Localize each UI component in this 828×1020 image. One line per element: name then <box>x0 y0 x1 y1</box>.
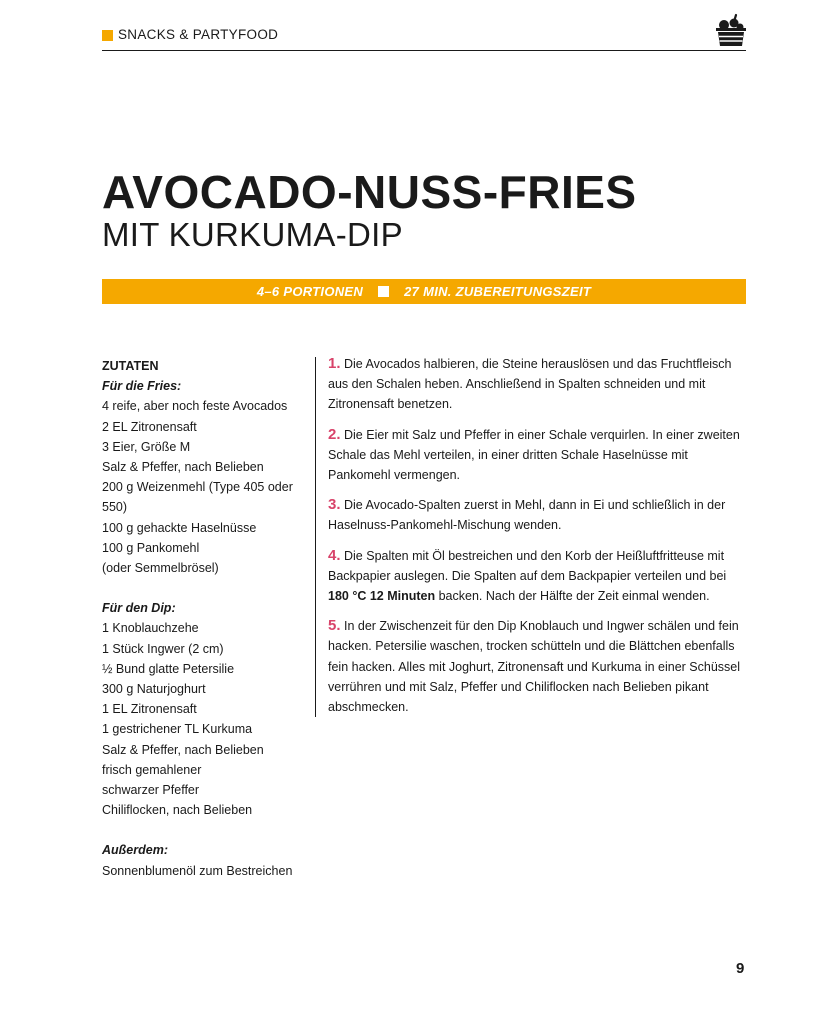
ingredient-line: 1 Stück Ingwer (2 cm) <box>102 641 224 656</box>
recipe-subtitle: MIT KURKUMA-DIP <box>102 216 403 253</box>
ingredient-line: 100 g gehackte Haselnüsse <box>102 520 257 535</box>
ingredient-line: frisch gemahlener <box>102 762 202 777</box>
step-number: 1. <box>328 355 341 372</box>
ingredient-line: Sonnenblumenöl zum Bestreichen <box>102 863 293 878</box>
ingredient-line: 200 g Weizenmehl (Type 405 oder <box>102 480 293 495</box>
separator-square-icon <box>378 286 389 297</box>
step-number: 2. <box>328 425 341 443</box>
dip-heading: Für den Dip: <box>102 601 176 616</box>
step-1 <box>328 354 748 415</box>
ingredient-line: 3 Eier, Größe M <box>102 439 191 454</box>
basket-icon <box>714 12 748 48</box>
page-header <box>102 26 746 51</box>
step-number: 4. <box>328 546 341 564</box>
ingredient-line: Chiliflocken, nach Belieben <box>102 803 253 818</box>
portions-label: 4–6 PORTIONEN <box>256 284 364 299</box>
ingredient-line: 300 g Naturjoghurt <box>102 682 206 697</box>
ingredient-line: (oder Semmelbrösel) <box>102 561 219 576</box>
step-2 <box>328 425 748 486</box>
ingredient-line: 1 gestrichener TL Kurkuma <box>102 722 253 737</box>
ingredient-line: Salz & Pfeffer, nach Belieben <box>102 742 264 757</box>
step-number: 3. <box>328 496 341 514</box>
ingredient-line: schwarzer Pfeffer <box>102 783 200 798</box>
page-number: 9 <box>736 960 745 977</box>
info-banner <box>102 279 746 304</box>
ingredient-line: 1 EL Zitronensaft <box>102 702 197 717</box>
prep-time-label: 27 MIN. ZUBEREITUNGSZEIT <box>404 284 592 299</box>
extra-heading: Außerdem: <box>102 843 168 858</box>
category-label: SNACKS & PARTYFOOD <box>118 27 279 42</box>
instructions-column <box>328 354 748 727</box>
ingredients-column <box>102 356 307 881</box>
ingredients-heading: ZUTATEN <box>102 359 159 373</box>
step-text: Die Avocado-Spalten zuerst in Mehl, dann in Ei und schließlich in der Haselnuss-Pankomehl-Mischung wenden. <box>328 498 726 533</box>
step-text: backen. Nach der Hälfte der Zeit einmal wenden. <box>435 589 710 604</box>
ingredient-line: Salz & Pfeffer, nach Belieben <box>102 460 264 475</box>
step-text: In der Zwischenzeit für den Dip Knoblauch und Ingwer schälen und fein hacken. Petersilie waschen, trocken schütteln und die Blättchen ebenfalls fein hacken. Alles mit Joghurt, Zitronensaft und Kurkuma in einer Schüssel verrühren und mit Salz, Pfeffer und Chiliflocken nach Belieben pikant abschmecken. <box>328 619 741 715</box>
recipe-title: AVOCADO-NUSS-FRIES <box>102 166 637 218</box>
step-text: Die Eier mit Salz und Pfeffer in einer Schale verquirlen. In einer zweiten Schale das Mehl verteilen, in einer dritten Schale Haselnüsse mit Pankomehl vermengen. <box>328 427 740 483</box>
ingredient-line: 100 g Pankomehl <box>102 540 200 555</box>
ingredient-line: 1 Knoblauchzehe <box>102 621 199 636</box>
step-text: Die Spalten mit Öl bestreichen und den Korb der Heißluftfritteuse mit Backpapier auslegen. Die Spalten auf dem Backpapier verteilen und bei <box>328 548 727 583</box>
ingredient-line: 4 reife, aber noch feste Avocados <box>102 399 288 414</box>
column-divider <box>315 357 316 717</box>
ingredient-line: ½ Bund glatte Petersilie <box>102 661 235 676</box>
fries-heading: Für die Fries: <box>102 379 182 394</box>
step-text-bold: 180 °C 12 Minuten <box>328 589 436 604</box>
ingredient-line: 550) <box>102 500 128 515</box>
step-5 <box>328 616 748 717</box>
step-number: 5. <box>328 617 341 635</box>
step-text: Die Avocados halbieren, die Steine herauslösen und das Fruchtfleisch aus den Schalen heben. Anschließend in Spalten schneiden und mit Zitronensaft benetzen. <box>328 357 732 412</box>
category-square-icon <box>102 30 113 41</box>
step-3 <box>328 495 748 535</box>
ingredient-line: 2 EL Zitronensaft <box>102 419 197 434</box>
step-4 <box>328 546 748 607</box>
